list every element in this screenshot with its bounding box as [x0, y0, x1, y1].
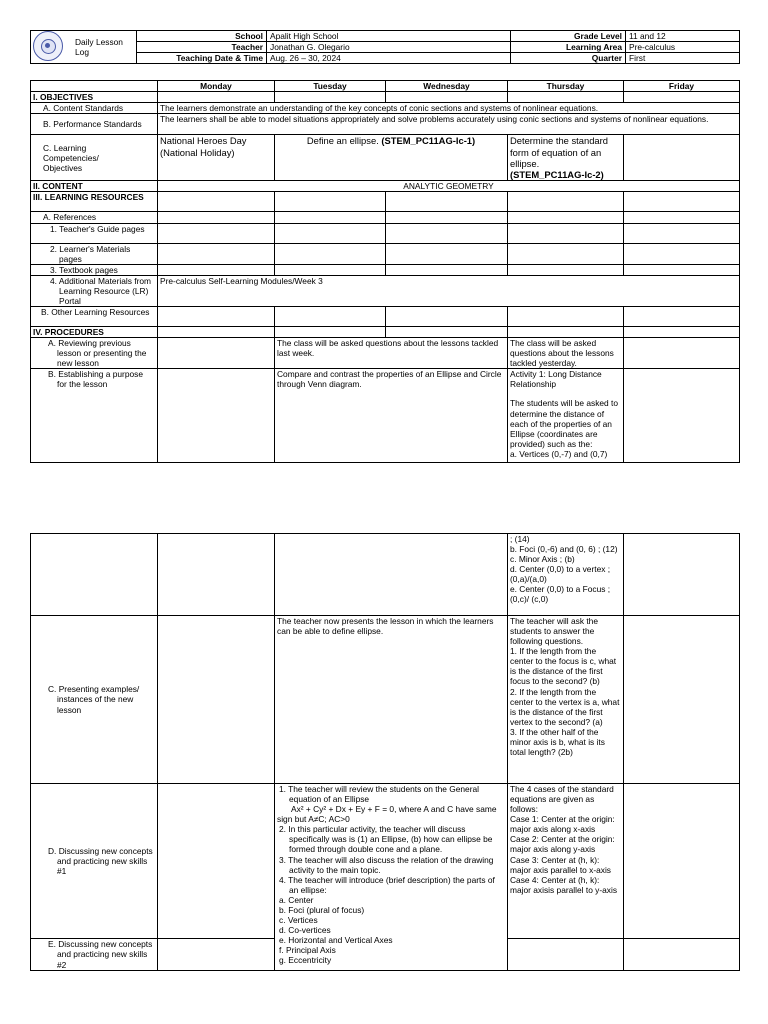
- reviewing-tuesday: The class will be asked questions about the lessons tackled last week.: [275, 338, 508, 369]
- area-value: Pre-calculus: [626, 42, 740, 53]
- discussing-thursday: The 4 cases of the standard equations are given as follows: Case 1: Center at the origin: major axis along x-axis Case 2: Center at the origin: major axis along y-axis Case 3: Center at (h, k): major axis parallel to x-axis Case 4: Center at (h, k): major axisis parallel to y-axis: [508, 784, 624, 939]
- quarter-label: Quarter: [511, 53, 626, 64]
- presenting-thursday: The teacher will ask the students to answer the following questions. 1. If the length from the center to the focus is c, what is the distance of the first focus to the second? (b) 2. If the length from the center to the vertex is a, what is the distance of the first vertex to the second? (a) 3. If the other half of the minor axis is b, what is its total length? (2b): [508, 616, 624, 784]
- day-header-monday: Monday: [158, 81, 275, 92]
- purpose-thursday: Activity 1: Long Distance Relationship The students will be asked to determine the distance of each of the properties of an Ellipse (coordinates are provided) such as the: a. Vertices (0,-7) and (0,7): [508, 369, 624, 463]
- header-table: [30, 30, 740, 64]
- additional-materials-label: 4. Additional Materials from Learning Resource (LR) Portal: [31, 275, 158, 306]
- teacher-value: Jonathan G. Olegario: [267, 42, 511, 53]
- learning-resources-heading: III. LEARNING RESOURCES: [31, 192, 158, 212]
- other-resources-label: B. Other Learning Resources: [31, 306, 158, 326]
- discussing-concepts-2-label: E. Discussing new concepts and practicing new skills #2: [31, 939, 158, 971]
- lesson-log-table: [30, 80, 740, 463]
- ellipse-parts-list: a. Center b. Foci (plural of focus) c. Vertices d. Co-vertices e. Horizontal and Vertical Axes f. Principal Axis g. Eccentricity: [279, 894, 393, 966]
- date-label: Teaching Date & Time: [137, 53, 267, 64]
- content-value: ANALYTIC GEOMETRY: [158, 181, 740, 192]
- teachers-guide-label: 1. Teacher's Guide pages: [31, 223, 158, 243]
- objectives-heading: I. OBJECTIVES: [31, 92, 158, 103]
- day-header-thursday: Thursday: [508, 81, 624, 92]
- performance-standards-value: The learners shall be able to model situations appropriately and solve problems accurately using conic sections and systems of nonlinear equations.: [158, 114, 740, 135]
- content-heading: II. CONTENT: [31, 181, 158, 192]
- grade-value: 11 and 12: [626, 31, 740, 42]
- day-header-wednesday: Wednesday: [386, 81, 508, 92]
- presenting-examples-label: C. Presenting examples/ instances of the new lesson: [31, 616, 158, 784]
- content-standards-label: A. Content Standards: [31, 103, 158, 114]
- area-label: Learning Area: [511, 42, 626, 53]
- thursday-competency: Determine the standard form of equation of an ellipse. (STEM_PC11AG-Ic-2): [508, 135, 624, 181]
- discussing-concepts-1-label: D. Discussing new concepts and practicing new skills #1: [31, 784, 158, 939]
- content-standards-value: The learners demonstrate an understanding of the key concepts of conic sections and systems of nonlinear equations.: [158, 103, 740, 114]
- presenting-tuesday: The teacher now presents the lesson in which the learners can be able to define ellipse.: [275, 616, 508, 784]
- monday-competency: National Heroes Day (National Holiday): [158, 135, 275, 181]
- additional-materials-value: Pre-calculus Self-Learning Modules/Week 3: [158, 275, 740, 306]
- document-title: Daily Lesson Log: [31, 31, 137, 64]
- school-value: Apalit High School: [267, 31, 511, 42]
- tuesday-competency: Define an ellipse. (STEM_PC11AG-Ic-1): [275, 135, 508, 181]
- lesson-log-table-continued: [30, 533, 740, 971]
- reviewing-thursday: The class will be asked questions about the lessons tackled yesterday.: [508, 338, 624, 369]
- discussing-tuesday: 1. The teacher will review the students on the General equation of an Ellipse Ax² + Cy² + Dx + Ey + F = 0, where A and C have same sign but A≠C; AC>0 2. In this particular activity, the teacher will discuss specifically was is (1) an Ellipse, (b) how can ellipse be formed through double cone and a plane. 3. The teacher will also discuss the relation of the drawing activity to the main topic. 4. The teacher will introduce (brief description) the parts of an ellipse: a. Center b. Foci (plural of focus) c. Vertices d. Co-vertices e. Horizontal and Vertical Axes f. Principal Axis g. Eccentricity: [275, 784, 508, 971]
- day-header-tuesday: Tuesday: [275, 81, 386, 92]
- school-label: School: [137, 31, 267, 42]
- purpose-tuesday: Compare and contrast the properties of an Ellipse and Circle through Venn diagram.: [275, 369, 508, 463]
- procedures-heading: IV. PROCEDURES: [31, 326, 158, 337]
- teacher-label: Teacher: [137, 42, 267, 53]
- purpose-thursday-continued: ; (14) b. Foci (0,-6) and (0, 6) ; (12) c. Minor Axis ; (b) d. Center (0,0) to a vertex ; (0,a)/(a,0) e. Center (0,0) to a Focus ; (0,c)/ (c,0): [508, 534, 624, 616]
- day-header-friday: Friday: [624, 81, 740, 92]
- textbook-pages-label: 3. Textbook pages: [31, 264, 158, 275]
- establishing-purpose-label: B. Establishing a purpose for the lesson: [31, 369, 158, 463]
- date-value: Aug. 26 – 30, 2024: [267, 53, 511, 64]
- learners-materials-label: 2. Learner's Materials pages: [31, 243, 158, 264]
- references-label: A. References: [31, 212, 158, 223]
- competencies-label: C. Learning Competencies/ Objectives: [31, 135, 158, 181]
- performance-standards-label: B. Performance Standards: [31, 114, 158, 135]
- grade-label: Grade Level: [511, 31, 626, 42]
- quarter-value: First: [626, 53, 740, 64]
- reviewing-lesson-label: A. Reviewing previous lesson or presenting the new lesson: [31, 338, 158, 369]
